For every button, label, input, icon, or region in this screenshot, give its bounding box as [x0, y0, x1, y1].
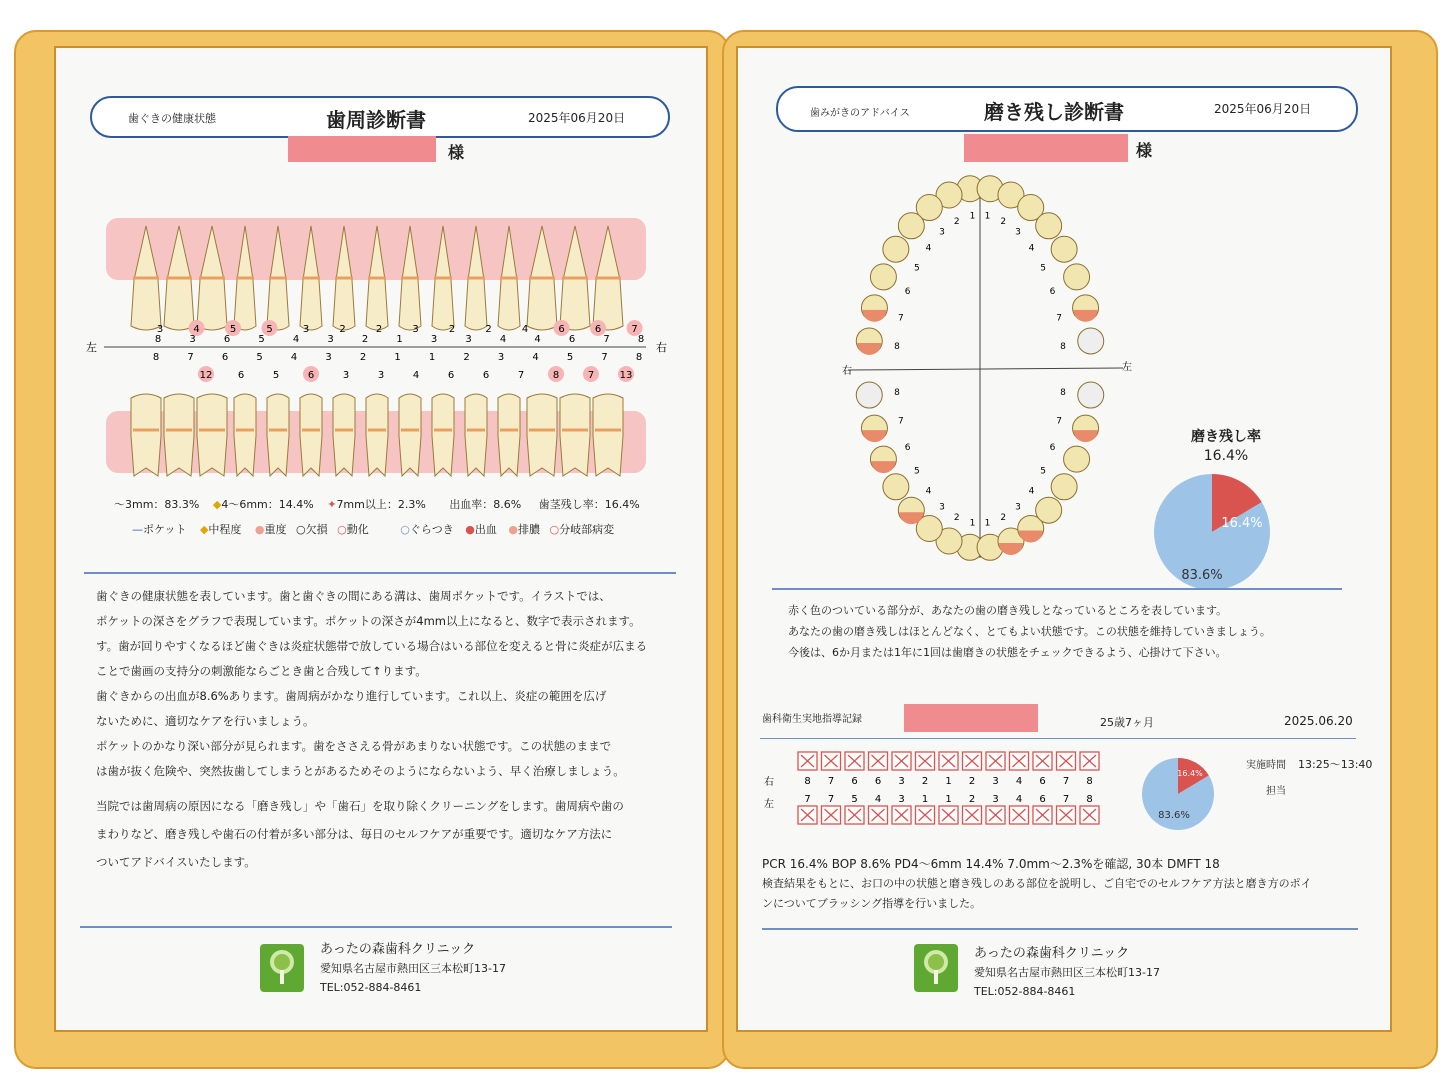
- record-lower-number: 7: [827, 794, 835, 805]
- plaque-arch-chart: [838, 168, 1138, 578]
- pocket-depth-label: 8: [154, 334, 162, 345]
- record-lower-number: 5: [851, 794, 858, 805]
- pocket-depth-label: 4: [193, 324, 200, 335]
- arch-tooth-number: 4: [1028, 486, 1035, 497]
- record-tooth-box: [869, 752, 888, 770]
- para-line: まわりなど、磨き残しや歯石の付着が多い部分は、毎日のセルフケアが重要です。適切なケア方法に: [96, 827, 613, 841]
- record-lower-number: 3: [898, 794, 905, 805]
- pocket-line-icon: —: [132, 523, 143, 536]
- bleed-dot-icon: ●: [465, 523, 475, 536]
- dir-right: 右: [656, 341, 667, 354]
- arch-tooth-number: 6: [1049, 442, 1056, 453]
- arch-tooth-number: 7: [897, 416, 904, 427]
- para-line: ポケットのかなり深い部分が見られます。歯をささえる骨があまりない状態です。この状態のままで: [96, 739, 612, 753]
- clinic-address: 愛知県名古屋市熱田区三本松町13-17: [974, 966, 1160, 979]
- arch-tooth: [898, 497, 924, 524]
- arch-tooth-number: 1: [969, 211, 976, 222]
- pocket-depth-label: 4: [499, 334, 507, 345]
- pocket-depth-label: 7: [603, 334, 610, 345]
- report-header: [90, 96, 670, 138]
- pocket-depth-label: 8: [637, 334, 645, 345]
- pocket-depth-label: 12: [199, 370, 213, 381]
- record-tooth-box: [939, 806, 958, 824]
- record-upper-number: 7: [1062, 776, 1070, 787]
- stat-deep: 7mm以上：2.3%: [336, 498, 426, 511]
- pocket-depth-label: 2: [448, 324, 456, 335]
- pocket-depth-label: 6: [482, 370, 490, 381]
- patient-name-field: [288, 136, 436, 162]
- furcation-icon: ○: [549, 523, 560, 536]
- record-upper-number: 3: [992, 776, 999, 787]
- pocket-depth-label: 6: [568, 334, 576, 345]
- pocket-depth-label: 4: [412, 370, 420, 381]
- header-subtitle: 歯みがきのアドバイス: [810, 108, 910, 119]
- page-title: 磨き残し診断書: [984, 100, 1124, 124]
- advice-text: [788, 600, 1348, 663]
- lower-tooth: [399, 394, 421, 476]
- patient-name-field: [964, 134, 1128, 162]
- record-tooth-box: [916, 806, 935, 824]
- lower-tooth: [164, 394, 194, 476]
- arch-tooth: [861, 415, 887, 442]
- para-line: 今後は、6か月または1年に1回は歯磨きの状態をチェックできるよう、心掛けて下さい。: [788, 646, 1227, 659]
- report-header: [776, 86, 1358, 132]
- record-tooth-box: [986, 752, 1005, 770]
- arch-tooth: [1036, 497, 1062, 523]
- arch-tooth: [1078, 328, 1104, 354]
- arch-tooth-number: 5: [1040, 466, 1046, 477]
- arch-tooth-number: 7: [897, 313, 904, 324]
- plaque-pie-chart: [1150, 470, 1274, 594]
- para-line: 当院では歯周病の原因になる「磨き残し」や「歯石」を取り除くクリーニングをします。歯周病や歯の: [96, 799, 624, 813]
- dir-left: 左: [86, 341, 97, 354]
- record-mini-pie: [1140, 756, 1220, 836]
- arch-tooth-number: 5: [1040, 263, 1046, 274]
- para-line: 歯ぐきの健康状態を表しています。歯と歯ぐきの間にある溝は、歯周ポケットです。イラストでは、: [96, 589, 611, 603]
- pocket-depth-label: 3: [189, 334, 196, 345]
- record-tooth-box: [1010, 752, 1029, 770]
- pie-label-blue: 83.6%: [1181, 568, 1223, 583]
- lower-pocket-mid-row: [153, 352, 642, 363]
- arch-tooth: [883, 474, 909, 500]
- pocket-depth-label: 2: [463, 352, 470, 363]
- honorific: 様: [1136, 141, 1153, 160]
- report-date: 2025年06月20日: [528, 111, 626, 125]
- arch-tooth-number: 7: [1056, 313, 1063, 324]
- legend-pus: 排膿: [517, 523, 540, 536]
- time-label: 実施時間: [1246, 760, 1286, 771]
- lower-tooth: [234, 394, 256, 476]
- arch-tooth-number: 4: [1028, 243, 1035, 254]
- pie-label-red: 16.4%: [1221, 516, 1263, 531]
- arch-tooth-number: 8: [1060, 388, 1066, 399]
- time-value: 13:25〜13:40: [1298, 758, 1373, 771]
- record-tooth-box: [916, 752, 935, 770]
- arch-tooth: [870, 264, 896, 290]
- page-title: 歯周診断書: [326, 108, 426, 132]
- periodontal-tooth-chart: [86, 208, 686, 478]
- arch-tooth-number: 8: [894, 388, 900, 399]
- clinic-tree-logo-icon: [260, 944, 304, 992]
- clinic-info: [974, 944, 1160, 1001]
- arch-tooth: [883, 236, 909, 262]
- arch-tooth: [1064, 264, 1090, 290]
- arch-tooth-number: 1: [969, 518, 976, 529]
- arch-tooth: [898, 213, 924, 239]
- pocket-stats: 〜3mm：83.3% ◆4〜6mm：14.4% ✦7mm以上：2.3% 出血率：8.6% 歯茎残し率：16.4%: [114, 498, 640, 511]
- pus-dot-icon: ●: [508, 523, 518, 536]
- pocket-depth-label: 3: [302, 324, 310, 335]
- record-upper-number: 7: [827, 776, 835, 787]
- record-label: 歯科衛生実地指導記録: [762, 714, 862, 725]
- arch-dir-left: 左: [1122, 362, 1132, 373]
- summary-line: ンについてブラッシング指導を行いました。: [762, 897, 982, 910]
- pocket-depth-label: 5: [272, 370, 280, 381]
- legend-loose: ぐらつき: [409, 523, 454, 536]
- pocket-depth-label: 1: [396, 334, 403, 345]
- pocket-depth-label: 4: [290, 352, 298, 363]
- pocket-depth-label: 6: [307, 370, 315, 381]
- record-tooth-box: [1010, 806, 1029, 824]
- row-right-label: 右: [764, 777, 774, 788]
- record-tooth-box: [939, 752, 958, 770]
- arch-tooth: [1078, 382, 1104, 408]
- pocket-depth-label: 6: [447, 370, 455, 381]
- arch-tooth-number: 3: [939, 227, 945, 238]
- pocket-depth-label: 2: [375, 324, 383, 335]
- record-tooth-box: [1057, 752, 1076, 770]
- pocket-depth-label: 3: [465, 334, 472, 345]
- record-summary: [762, 854, 1362, 914]
- record-lower-number: 2: [968, 794, 976, 805]
- record-upper-number: 6: [874, 776, 882, 787]
- arch-tooth-number: 7: [1056, 416, 1063, 427]
- stat-bleeding: 出血率：8.6%: [449, 498, 522, 511]
- record-tooth-box: [1033, 752, 1052, 770]
- pocket-depth-label: 8: [552, 370, 560, 381]
- stat-remaining: 歯茎残し率：16.4%: [538, 498, 640, 511]
- pocket-depth-label: 7: [601, 352, 608, 363]
- pocket-depth-label: 1: [394, 352, 401, 363]
- mini-pie-red: 16.4%: [1177, 769, 1203, 778]
- pocket-depth-label: 3: [156, 324, 164, 335]
- circle-blue-icon: ○: [400, 523, 410, 536]
- lower-tooth: [333, 394, 355, 476]
- pocket-depth-label: 2: [339, 324, 346, 335]
- record-upper-number: 6: [1039, 776, 1046, 787]
- record-tooth-box: [845, 752, 864, 770]
- record-tooth-box: [892, 752, 911, 770]
- record-tooth-box: [1057, 806, 1076, 824]
- clinic-phone: TEL:052-884-8461: [974, 985, 1076, 998]
- arch-tooth-number: 2: [953, 216, 960, 227]
- pocket-depth-label: 6: [221, 352, 229, 363]
- record-lower-number: 4: [874, 794, 882, 805]
- divider: [80, 926, 672, 928]
- record-tooth-box: [822, 752, 841, 770]
- record-lower-number: 3: [992, 794, 999, 805]
- record-upper-number: 2: [968, 776, 976, 787]
- pocket-depth-label: 4: [521, 324, 529, 335]
- pocket-depth-label: 5: [266, 324, 273, 335]
- lower-tooth: [560, 394, 590, 476]
- arch-tooth: [870, 446, 896, 473]
- staff-label: 担当: [1266, 786, 1286, 797]
- record-tooth-box: [1080, 752, 1099, 770]
- pocket-depth-label: 7: [187, 352, 194, 363]
- arch-tooth: [1051, 236, 1077, 262]
- pocket-depth-label: 6: [558, 324, 565, 335]
- para-line: 歯ぐきからの出血が8.6%あります。歯周病がかなり進行しています。これ以上、炎症の範囲を広げ: [96, 689, 607, 703]
- lower-tooth: [432, 394, 454, 476]
- para-line: ことで歯画の支持分の刺激能ならごとき歯と合残して↑ります。: [96, 664, 427, 678]
- record-tooth-box: [869, 806, 888, 824]
- record-tooth-box: [892, 806, 911, 824]
- arch-tooth-number: 8: [1060, 341, 1066, 352]
- arch-tooth: [1064, 446, 1090, 472]
- pocket-depth-label: 3: [430, 334, 438, 345]
- record-name-field: [904, 704, 1038, 732]
- summary-line: PCR 16.4% BOP 8.6% PD4〜6mm 14.4% 7.0mm〜2.3%を確認, 30本 DMFT 18: [762, 857, 1220, 871]
- arch-tooth: [1036, 213, 1062, 239]
- legend-pocket: ポケット: [143, 523, 187, 536]
- pocket-depth-label: 2: [359, 352, 367, 363]
- pie-value: 16.4%: [1203, 448, 1249, 464]
- para-line: ついてアドバイスいたします。: [96, 855, 256, 869]
- para-line: す。歯が回りやすくなるほど歯ぐきは炎症状態帯で放している場合はいる部位を変えると骨に炎症が広まる: [96, 639, 648, 653]
- arch-tooth-number: 6: [904, 287, 911, 298]
- arch-tooth: [861, 295, 887, 322]
- plaque-report-page: [736, 46, 1392, 1032]
- arch-tooth: [1073, 415, 1099, 442]
- record-tooth-box: [845, 806, 864, 824]
- mini-pie-blue: 83.6%: [1158, 810, 1190, 821]
- arch-tooth-number: 4: [925, 243, 932, 254]
- arch-tooth: [856, 382, 882, 408]
- pocket-depth-label: 5: [566, 352, 574, 363]
- legend-furcation: 分岐部病変: [559, 523, 615, 536]
- divider: [84, 572, 676, 574]
- record-lower-number: 6: [1039, 794, 1046, 805]
- lower-tooth: [465, 394, 487, 476]
- legend-severe: 重度: [264, 523, 287, 536]
- pocket-depth-label: 4: [292, 334, 300, 345]
- record-upper-number: 2: [921, 776, 929, 787]
- lower-pocket-bottom-row: [198, 366, 634, 382]
- summary-line: 検査結果をもとに、お口の中の状態と磨き残しのある部位を説明し、ご自宅でのセルフケア方法と磨き方のポイ: [762, 877, 1312, 890]
- explanation-text: [96, 584, 676, 875]
- record-upper-number: 8: [1086, 776, 1093, 787]
- honorific: 様: [448, 143, 465, 162]
- para-line: ポケットの深さをグラフで表現しています。ポケットの深さが4mm以上になると、数字で表示されます。: [96, 614, 641, 628]
- upper-pocket-mid-row: [155, 334, 644, 345]
- arch-tooth: [1073, 295, 1099, 322]
- lower-tooth: [300, 394, 322, 476]
- horizontal-axis: [848, 368, 1123, 370]
- record-tooth-box: [963, 752, 982, 770]
- record-lower-number: 4: [1015, 794, 1023, 805]
- pocket-depth-label: 7: [587, 370, 595, 381]
- arch-tooth-number: 2: [953, 513, 960, 524]
- legend-bleeding: 出血: [474, 523, 497, 536]
- clinic-phone: TEL:052-884-8461: [320, 981, 422, 994]
- record-lower-number: 1: [945, 794, 952, 805]
- record-upper-number: 4: [1015, 776, 1023, 787]
- arch-dir-right: 右: [842, 366, 852, 377]
- record-tooth-box: [798, 752, 817, 770]
- record-tooth-box: [1080, 806, 1099, 824]
- arch-tooth-number: 5: [914, 263, 920, 274]
- clinic-name: あったの森歯科クリニック: [974, 946, 1130, 961]
- clinic-info: [320, 940, 506, 997]
- para-line: は歯が抜く危険や、突然抜歯してしまうとがあるためそのようにならないよう、早く治療しましょう。: [96, 764, 625, 778]
- pocket-depth-label: 2: [361, 334, 369, 345]
- pocket-depth-label: 2: [485, 324, 492, 335]
- record-upper-number: 6: [851, 776, 858, 787]
- pocket-depth-label: 5: [229, 324, 237, 335]
- lower-tooth: [593, 394, 623, 476]
- row-left-label: 左: [764, 799, 774, 810]
- pocket-depth-label: 5: [258, 334, 265, 345]
- arch-tooth-number: 1: [984, 211, 991, 222]
- divider: [772, 588, 1342, 590]
- pocket-depth-label: 1: [428, 352, 436, 363]
- clinic-tree-logo-icon: [914, 944, 958, 992]
- lower-teeth-row: [131, 394, 623, 476]
- record-tooth-box: [798, 806, 817, 824]
- record-lower-number: 8: [1086, 794, 1093, 805]
- lower-tooth: [527, 394, 557, 476]
- arch-tooth-number: 4: [925, 486, 932, 497]
- record-tooth-box: [986, 806, 1005, 824]
- pocket-depth-label: 3: [342, 370, 350, 381]
- pocket-depth-label: 3: [377, 370, 385, 381]
- pocket-depth-label: 3: [327, 334, 334, 345]
- pocket-depth-label: 3: [325, 352, 332, 363]
- pocket-depth-label: 6: [237, 370, 245, 381]
- lower-tooth: [267, 394, 289, 476]
- pocket-depth-label: 13: [619, 370, 633, 381]
- pocket-depth-label: 4: [534, 334, 541, 345]
- record-tooth-box: [822, 806, 841, 824]
- arch-tooth-number: 8: [894, 341, 900, 352]
- pocket-depth-label: 7: [631, 324, 638, 335]
- arch-tooth-number: 3: [1015, 502, 1021, 513]
- pocket-depth-label: 6: [223, 334, 231, 345]
- report-date: 2025年06月20日: [1214, 102, 1312, 116]
- record-upper-number: 3: [898, 776, 905, 787]
- arch-tooth-number: 5: [914, 466, 920, 477]
- record-lower-number: 1: [921, 794, 929, 805]
- stat-shallow: 〜3mm：83.3%: [114, 498, 200, 511]
- record-tooth-box: [963, 806, 982, 824]
- lower-tooth: [498, 394, 520, 476]
- circle-icon: ○: [296, 523, 306, 536]
- pocket-depth-label: 5: [256, 352, 263, 363]
- dot-icon: ●: [254, 523, 265, 536]
- lower-tooth: [197, 394, 227, 476]
- arch-tooth-number: 2: [1000, 216, 1007, 227]
- pocket-depth-label: 7: [517, 370, 525, 381]
- record-lower-number: 7: [804, 794, 811, 805]
- pie-title: 磨き残し率: [1191, 429, 1261, 445]
- diamond-icon: ◆: [199, 523, 209, 536]
- legend-moderate: 中程度: [208, 523, 242, 536]
- legend-mobility: 動化: [346, 523, 369, 536]
- divider: [760, 738, 1356, 739]
- arch-tooth-number: 2: [1000, 513, 1007, 524]
- para-line: 赤く色のついている部分が、あなたの歯の磨き残しとなっているところを表しています。: [788, 604, 1228, 617]
- record-age: 25歳7ヶ月: [1100, 716, 1154, 729]
- arch-tooth-number: 1: [984, 518, 991, 529]
- circle-red-icon: ○: [337, 523, 347, 536]
- clinic-name: あったの森歯科クリニック: [320, 942, 476, 957]
- divider: [762, 928, 1358, 930]
- arch-tooth: [856, 328, 882, 355]
- arch-tooth-number: 6: [1049, 287, 1056, 298]
- arch-tooth-number: 3: [1015, 227, 1021, 238]
- clinic-address: 愛知県名古屋市熱田区三本松町13-17: [320, 962, 506, 975]
- para-line: ないために、適切なケアを行いましょう。: [96, 714, 315, 728]
- record-upper-number: 8: [804, 776, 811, 787]
- record-tooth-box: [1033, 806, 1052, 824]
- lower-tooth: [131, 394, 161, 476]
- arch-tooth: [1051, 474, 1077, 500]
- lower-tooth: [366, 394, 388, 476]
- record-lower-number: 7: [1062, 794, 1070, 805]
- pocket-depth-label: 3: [412, 324, 419, 335]
- legend: [132, 521, 614, 537]
- record-upper-number: 1: [945, 776, 952, 787]
- periodontal-report-page: [54, 46, 708, 1032]
- arch-tooth-number: 3: [939, 502, 945, 513]
- pocket-depth-label: 4: [532, 352, 539, 363]
- pocket-depth-label: 3: [497, 352, 505, 363]
- tooth-record-grid: [758, 746, 1118, 836]
- legend-missing: 欠損: [305, 523, 328, 536]
- pocket-depth-label: 8: [152, 352, 160, 363]
- record-date: 2025.06.20: [1284, 714, 1353, 728]
- pocket-depth-label: 8: [635, 352, 643, 363]
- para-line: あなたの歯の磨き残しはほとんどなく、とてもよい状態です。この状態を維持していきましょう。: [788, 625, 1271, 638]
- pocket-depth-label: 6: [594, 324, 602, 335]
- arch-tooth-number: 6: [904, 442, 911, 453]
- header-subtitle: 歯ぐきの健康状態: [128, 112, 216, 125]
- stat-moderate: 4〜6mm：14.4%: [221, 498, 314, 511]
